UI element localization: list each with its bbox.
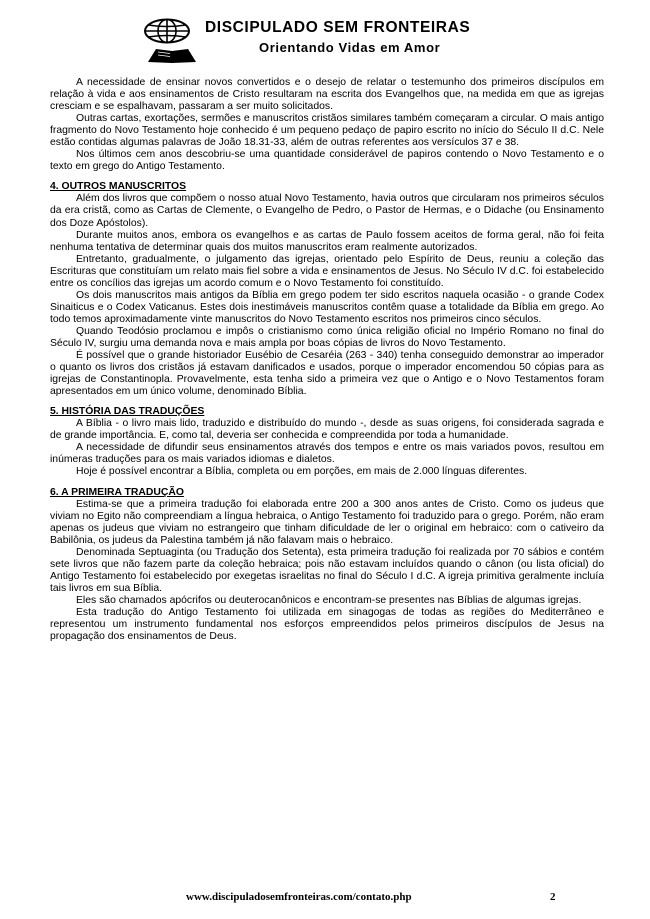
body-paragraph: Hoje é possível encontrar a Bíblia, completa ou em porções, em mais de 2.000 línguas diferentes. xyxy=(76,466,528,478)
section-heading: 4. OUTROS MANUSCRITOS xyxy=(50,181,187,193)
body-paragraph: Esta tradução do Antigo Testamento foi utilizada em sinagogas de todas as regiões do Mediterrâneo e representou um instrumento fundamental nos esforços empreendidos pelos primeiros discípulos de Jesus na propagação dos ensinamentos de Deus. xyxy=(50,606,604,643)
body-paragraph: É possível que o grande historiador Eusébio de Cesaréia (263 - 340) tenha conseguido demonstrar ao imperador o quanto os livros dos cristãos já estavam danificados e usados, porque o imperador encomendou 50 cópias para as igrejas de Constantinopla. Provavelmente, esta tenha sido a primeira vez que o Antigo e o Novo Testamentos foram apresentados em um único volume, denominado Bíblia. xyxy=(50,350,604,398)
intro-paragraph: A necessidade de ensinar novos convertidos e o desejo de relatar o testemunho dos primeiros discípulos em relação à vida e aos ensinamentos de Cristo resultaram na escrita dos Evangelhos que, na medida em que as igrejas cresciam e se espalhavam, passaram a ser muito solicitados. xyxy=(50,77,604,113)
page-number: 2 xyxy=(550,891,556,903)
body-paragraph: Durante muitos anos, embora os evangelhos e as cartas de Paulo fossem aceitos de forma geral, não foi feita nenhuma tentativa de determinar quais dos muitos manuscritos eram realmente autorizados. xyxy=(50,229,604,253)
body-paragraph: Quando Teodósio proclamou e impôs o cristianismo como única religião oficial no Império Romano no final do Século IV, surgiu uma demanda nova e mais ampla por boas cópias de livros do Novo Testamento. xyxy=(50,325,604,349)
intro-paragraph: Outras cartas, exortações, sermões e manuscritos cristãos similares também começaram a circular. O mais antigo fragmento do Novo Testamento hoje conhecido é um pequeno pedaço de papiro escrito no início do Século II d.C. Nele estão contidas algumas palavras de João 18.31-33, além de outras referentes aos versículos 37 e 38. xyxy=(50,113,604,149)
body-paragraph: Eles são chamados apócrifos ou deuterocanônicos e encontram-se presentes nas Bíblias de algumas igrejas. xyxy=(76,594,582,606)
footer-url-link[interactable]: www.discipuladosemfronteiras.com/contato.php xyxy=(186,891,412,903)
body-paragraph: Entretanto, gradualmente, o julgamento das igrejas, orientado pelo Espírito de Deus, reuniu a coleção das Escrituras que constituíam um relato mais fiel sobre a vida e ensinamentos de Jesus. No Século IV d.C. foi estabelecido entre os concílios das igrejas um acordo comum e o Novo Testamento foi constituído. xyxy=(50,253,604,289)
open-book-icon xyxy=(146,46,198,64)
document-body xyxy=(50,77,604,643)
globe-icon xyxy=(142,18,192,44)
body-paragraph: Denominada Septuaginta (ou Tradução dos Setenta), esta primeira tradução foi realizada por 70 sábios e contém sete livros que não fazem parte da coleção hebraica; pois não estavam incluídos quando o cânon (ou lista oficial) do Antigo Testamento foi estabelecido por exegetas israelitas no final do Século I d.C. A igreja primitiva geralmente incluía tais livros em sua Bíblia. xyxy=(50,546,604,594)
header-subtitle: Orientando Vidas em Amor xyxy=(259,40,441,55)
body-paragraph: A Bíblia - o livro mais lido, traduzido e distribuído do mundo -, desde as suas origens, foi considerada sagrada e de grande importância. E, como tal, deveria ser conhecida e compreendida por toda a humanidade. xyxy=(50,418,604,442)
body-paragraph: Os dois manuscritos mais antigos da Bíblia em grego podem ter sido escritos naquela ocasião - o grande Codex Sinaiticus e o Codex Vaticanus. Estes dois inestimáveis manuscritos contêm quase a totalidade da Bíblia em grego. Ao todo temos aproximadamente vinte manuscritos do Novo Testamento escritos nos primeiros cinco séculos. xyxy=(50,289,604,325)
body-paragraph: Além dos livros que compõem o nosso atual Novo Testamento, havia outros que circularam nos primeiros séculos da era cristã, como as Cartas de Clemente, o Evangelho de Pedro, o Pastor de Hermas, e o Didache (ou Ensinamento dos Doze Apóstolos). xyxy=(50,193,604,229)
body-paragraph: A necessidade de difundir seus ensinamentos através dos tempos e entre os mais variados povos, resultou em inúmeras traduções para os mais variados idiomas e dialetos. xyxy=(50,442,604,466)
body-paragraph: Estima-se que a primeira tradução foi elaborada entre 200 a 300 anos antes de Cristo. Como os judeus que viviam no Egito não compreendiam a língua hebraica, o Antigo Testamento foi traduzido para o grego. Porém, não eram apenas os judeus que viviam no estrangeiro que tinham dificuldade de ler o original em hebraico: com o cativeiro da Babilônia, os judeus da Palestina também já não falavam mais o hebraico. xyxy=(50,498,604,546)
page-header xyxy=(0,14,650,66)
intro-paragraph: Nos últimos cem anos descobriu-se uma quantidade considerável de papiros contendo o Novo Testamento e o texto em grego do Antigo Testamento. xyxy=(50,149,604,173)
section-heading: 5. HISTÓRIA DAS TRADUÇÕES xyxy=(50,406,205,418)
header-title: DISCIPULADO SEM FRONTEIRAS xyxy=(205,19,471,36)
section-heading: 6. A PRIMEIRA TRADUÇÃO xyxy=(50,486,184,498)
